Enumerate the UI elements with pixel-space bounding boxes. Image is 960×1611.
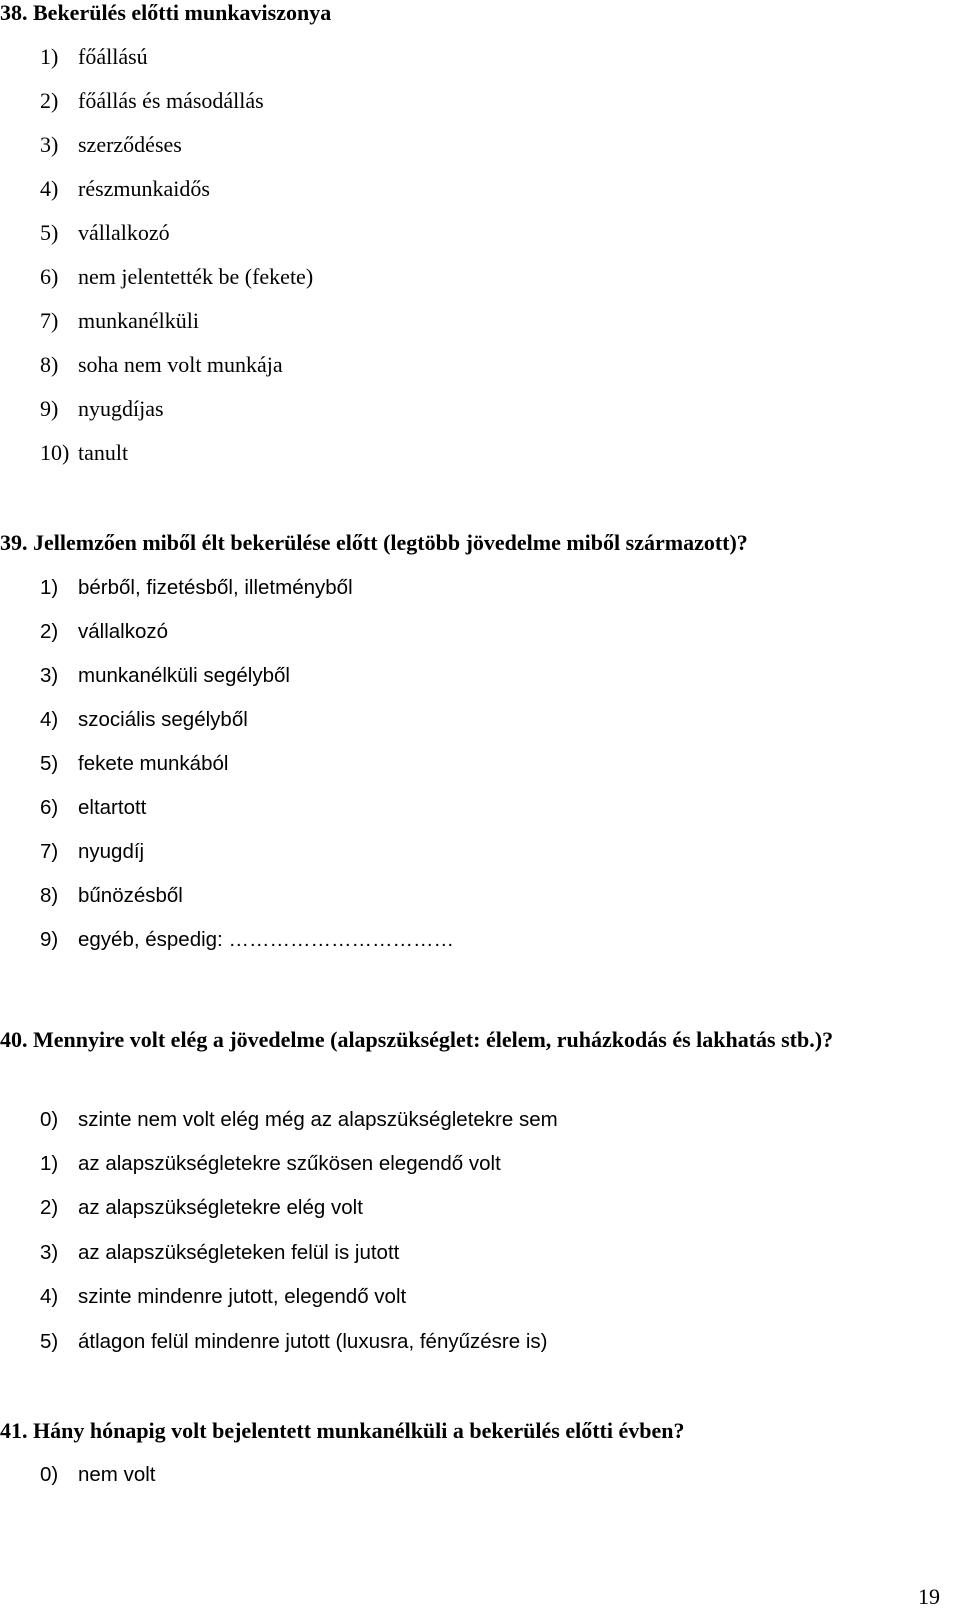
option-item <box>40 927 454 953</box>
option-number: 2) <box>40 620 59 643</box>
option-text: egyéb, éspedig: …………………………… <box>78 928 454 951</box>
option-item <box>40 1151 501 1177</box>
option-text: vállalkozó <box>78 620 169 643</box>
option-text: főállás és másodállás <box>78 88 264 113</box>
option-item <box>40 707 248 733</box>
option-text: nyugdíj <box>78 840 145 863</box>
option-item <box>40 1284 406 1310</box>
option-text: szinte nem volt elég még az alapszükségletekre sem <box>78 1108 558 1131</box>
option-number: 4) <box>40 176 59 201</box>
option-text: bűnözésből <box>78 884 183 907</box>
option-item <box>40 44 148 70</box>
option-item <box>40 1240 399 1266</box>
option-number: 8) <box>40 352 59 377</box>
option-text: szerződéses <box>78 132 182 157</box>
option-number: 4) <box>40 708 59 731</box>
option-number: 7) <box>40 840 59 863</box>
option-item <box>40 220 170 246</box>
option-text: nyugdíjas <box>78 396 164 421</box>
option-number: 2) <box>40 88 59 113</box>
option-number: 4) <box>40 1285 59 1308</box>
option-item <box>40 839 144 865</box>
option-item <box>40 440 128 466</box>
option-number: 1) <box>40 1152 59 1175</box>
option-number: 3) <box>40 664 59 687</box>
option-text: az alapszükségletekre szűkösen elegendő volt <box>78 1152 501 1175</box>
option-number: 1) <box>40 576 59 599</box>
option-number: 0) <box>40 1108 59 1131</box>
option-number: 5) <box>40 220 59 245</box>
option-number: 0) <box>40 1463 59 1486</box>
option-number: 7) <box>40 308 59 333</box>
option-number: 8) <box>40 884 59 907</box>
option-text: szinte mindenre jutott, elegendő volt <box>78 1285 407 1308</box>
option-item <box>40 1462 155 1488</box>
option-text: vállalkozó <box>78 220 170 245</box>
option-number: 9) <box>40 396 59 421</box>
option-text: nem jelentették be (fekete) <box>78 264 314 289</box>
option-text: munkanélküli segélyből <box>78 664 290 687</box>
option-text: az alapszükségletekre elég volt <box>78 1196 363 1219</box>
option-number: 1) <box>40 44 59 69</box>
option-text: eltartott <box>78 796 147 819</box>
option-text: szociális segélyből <box>78 708 248 731</box>
option-number: 6) <box>40 264 59 289</box>
option-text: részmunkaidős <box>78 176 210 201</box>
option-item <box>40 264 313 290</box>
option-item <box>40 352 283 378</box>
question-title: 38. Bekerülés előtti munkaviszonya <box>0 0 332 25</box>
option-item <box>40 575 353 601</box>
option-text: tanult <box>78 440 129 465</box>
option-text: munkanélküli <box>78 308 199 333</box>
option-number: 9) <box>40 928 59 951</box>
option-item <box>40 176 210 202</box>
question-title: 41. Hány hónapig volt bejelentett munkanélküli a bekerülés előtti évben? <box>0 1418 685 1443</box>
option-text: bérből, fizetésből, illetményből <box>78 576 353 599</box>
option-text: soha nem volt munkája <box>78 352 283 377</box>
option-text: az alapszükségleteken felül is jutott <box>78 1241 400 1264</box>
option-number: 3) <box>40 1241 59 1264</box>
option-number: 3) <box>40 132 59 157</box>
option-text: átlagon felül mindenre jutott (luxusra, fényűzésre is) <box>78 1330 548 1353</box>
option-number: 2) <box>40 1196 59 1219</box>
option-number: 10) <box>40 440 70 465</box>
option-item <box>40 88 264 114</box>
option-text: főállású <box>78 44 148 69</box>
option-item <box>40 795 146 821</box>
option-item <box>40 1107 558 1133</box>
page-number: 19 <box>918 1584 940 1609</box>
option-item <box>40 663 290 689</box>
option-text: fekete munkából <box>78 752 229 775</box>
option-item <box>40 132 182 158</box>
option-item <box>40 308 199 334</box>
option-number: 5) <box>40 752 59 775</box>
option-item <box>40 619 168 645</box>
option-item <box>40 751 228 777</box>
option-number: 6) <box>40 796 59 819</box>
option-number: 5) <box>40 1330 59 1353</box>
option-item <box>40 883 183 909</box>
option-item <box>40 396 164 422</box>
question-title: 40. Mennyire volt elég a jövedelme (alapszükséglet: élelem, ruházkodás és lakhatás stb.)? <box>0 1027 834 1052</box>
option-text: nem volt <box>78 1463 156 1486</box>
option-item <box>40 1329 547 1355</box>
option-item <box>40 1195 363 1221</box>
question-title: 39. Jellemzően miből élt bekerülése előtt (legtöbb jövedelme miből származott)? <box>0 530 748 555</box>
